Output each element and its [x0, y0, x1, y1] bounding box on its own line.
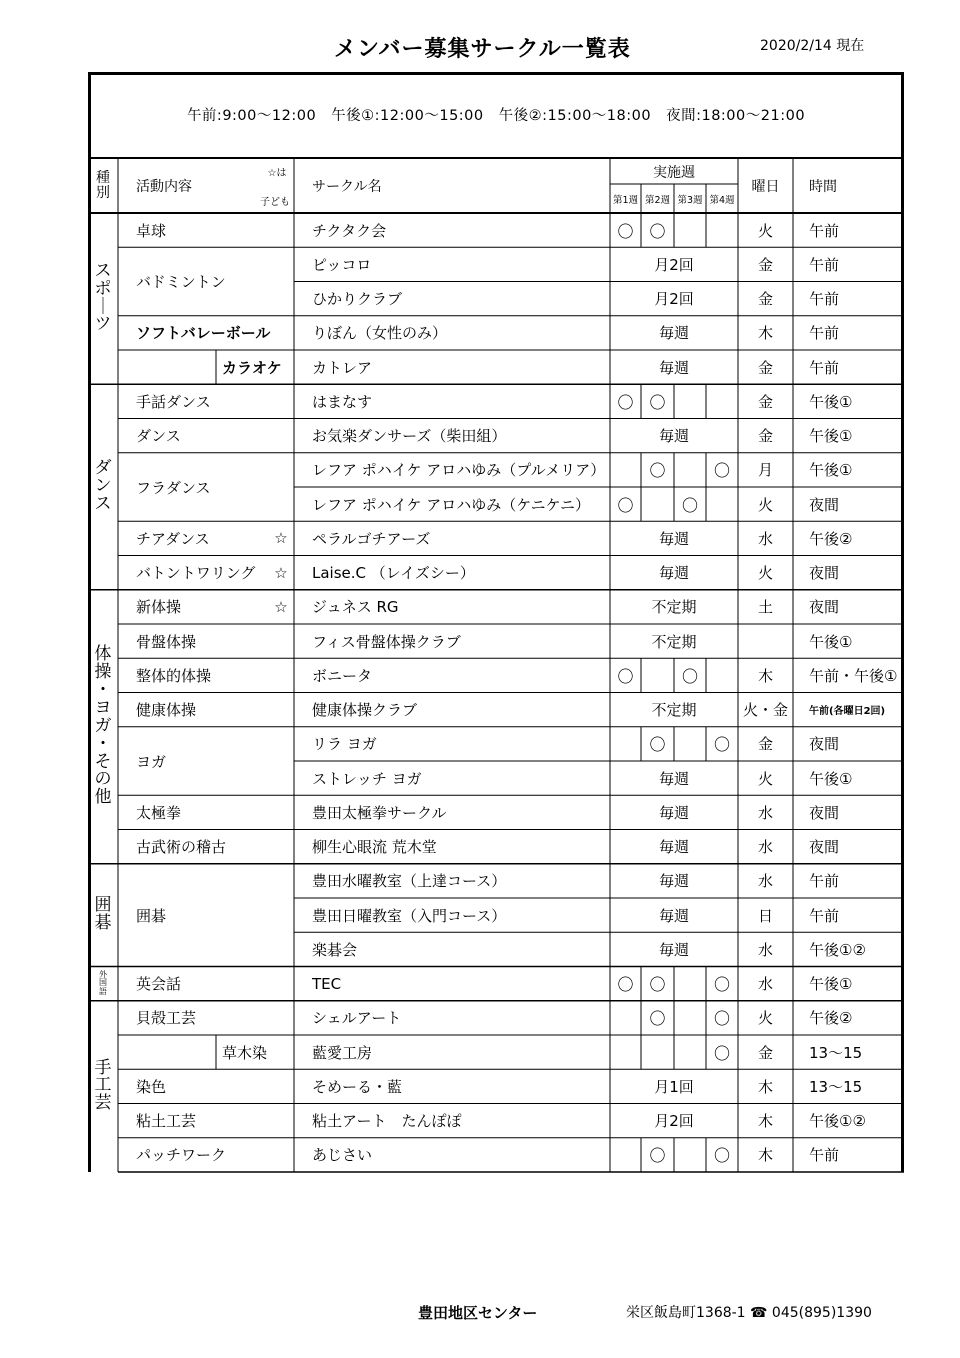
activity-19: 貝殻工芸 — [136, 1009, 197, 1028]
week-4-mark: 〇 — [713, 735, 730, 755]
time: 午前 — [809, 906, 840, 925]
schedule-frequency: 毎週 — [658, 872, 689, 891]
week-1-mark — [610, 1001, 641, 1035]
activity-5: 手話ダンス — [136, 392, 211, 411]
week-header-2: 第2週 — [644, 194, 671, 206]
schedule-frequency: 毎週 — [658, 564, 689, 583]
circle-name: レフア ポハイケ アロハゆみ（ケニケニ） — [312, 495, 591, 514]
category-4 — [88, 864, 118, 967]
category-char: ポ — [94, 278, 112, 299]
category-char: 国 — [99, 978, 107, 988]
category-char: ・ — [94, 680, 112, 701]
day: 土 — [757, 598, 773, 617]
day: 水 — [757, 975, 773, 994]
category-char: の — [94, 769, 112, 790]
activity-9: バトントワリング — [136, 564, 256, 583]
activity-4: カラオケ — [222, 358, 282, 377]
day: 金 — [757, 358, 773, 377]
time: 夜間 — [809, 564, 840, 583]
circle-name: 藍愛工房 — [312, 1043, 373, 1062]
star-note-2: 子ども — [260, 196, 290, 208]
week-header-1: 第1週 — [612, 194, 639, 206]
week-2-mark: 〇 — [649, 392, 666, 412]
week-1-mark: 〇 — [617, 666, 634, 686]
day: 水 — [757, 940, 773, 959]
category-char: ツ — [94, 314, 112, 335]
category-char: ヨ — [94, 697, 112, 718]
activity-14: ヨガ — [136, 752, 167, 771]
week-2-mark: 〇 — [649, 221, 666, 241]
activity-11: 骨盤体操 — [136, 632, 197, 651]
schedule-frequency: 毎週 — [658, 769, 689, 788]
circle-name: 健康体操クラブ — [312, 701, 418, 720]
schedule-frequency: 毎週 — [658, 906, 689, 925]
week-3-mark — [674, 384, 706, 418]
circle-name: Laise.C （レイズシー） — [312, 564, 475, 583]
circle-name: フィス骨盤体操クラブ — [312, 632, 461, 651]
category-char: 体 — [94, 644, 112, 665]
category-char: 手 — [94, 1057, 112, 1078]
circle-name: チクタク会 — [312, 221, 387, 240]
day: 金 — [757, 1043, 773, 1062]
time-header: 時間 — [809, 179, 837, 195]
schedule-frequency: 月2回 — [654, 1112, 694, 1131]
activity-16: 古武術の稽古 — [136, 838, 227, 857]
category-2 — [88, 384, 118, 590]
day: 火 — [757, 495, 773, 514]
circle-name: 豊田水曜教室（上達コース） — [312, 872, 507, 891]
week-3-mark — [674, 727, 706, 761]
time: 午後① — [809, 975, 853, 994]
circle-name: 粘土アート たんぽぽ — [312, 1112, 462, 1131]
time: 午後①② — [809, 940, 866, 959]
time: 午後① — [809, 461, 853, 480]
time: 午前 — [809, 221, 840, 240]
time: 夜間 — [809, 495, 840, 514]
schedule-frequency: 月2回 — [654, 255, 694, 274]
day-header: 曜日 — [751, 179, 780, 195]
day: 木 — [757, 666, 773, 685]
activity-header: 活動内容 — [136, 179, 192, 195]
week-2-mark — [641, 658, 674, 692]
day: 金 — [757, 255, 773, 274]
week-header-4: 第4週 — [709, 194, 735, 206]
day: 水 — [757, 872, 773, 891]
week-4-mark — [706, 213, 738, 247]
time: 夜間 — [809, 735, 840, 754]
time: 午後① — [809, 632, 853, 651]
category-char: ｜ — [94, 296, 112, 317]
day: 木 — [757, 1112, 773, 1131]
week-1-mark — [610, 453, 641, 487]
schedule-frequency: 月1回 — [654, 1077, 694, 1096]
circle-name: TEC — [312, 974, 342, 993]
schedule-frequency: 毎週 — [658, 529, 689, 548]
week-4-mark: 〇 — [713, 1043, 730, 1063]
week-1-mark: 〇 — [617, 392, 634, 412]
circle-name: カトレア — [312, 358, 373, 377]
week-3-mark — [674, 1138, 706, 1172]
circle-name: 柳生心眼流 荒木堂 — [312, 838, 437, 857]
activity-6: ダンス — [136, 427, 181, 446]
schedule-frequency: 毎週 — [658, 427, 689, 446]
circle-name: ストレッチ ヨガ — [312, 769, 422, 788]
activity-1: 卓球 — [136, 221, 167, 240]
activity-12: 整体的体操 — [136, 666, 212, 685]
circle-name: お気楽ダンサーズ（柴田組） — [312, 427, 507, 446]
week-4-mark — [706, 658, 738, 692]
activity-15: 太極拳 — [136, 803, 182, 822]
time: 午後① — [809, 769, 853, 788]
time: 午前 — [809, 290, 840, 309]
week-3-mark: 〇 — [681, 666, 698, 686]
category-char: 碁 — [94, 913, 112, 934]
day: 水 — [757, 838, 773, 857]
week-3-mark — [674, 453, 706, 487]
activity-3: ソフトバレーボール — [136, 324, 271, 343]
week-1-mark — [610, 1035, 641, 1069]
category-char: ス — [94, 493, 112, 514]
center-name: 豊田地区センター — [418, 1304, 538, 1322]
day: 火 — [757, 1009, 773, 1028]
category-header-char: 別 — [96, 185, 110, 201]
circle-name: りぼん（女性のみ） — [312, 324, 448, 343]
week-4-mark: 〇 — [713, 1146, 730, 1166]
day: 金 — [757, 392, 773, 411]
circle-name: はまなす — [312, 392, 373, 411]
day: 火 — [757, 564, 773, 583]
category-3 — [88, 590, 118, 864]
time: 午前・午後① — [809, 666, 898, 685]
activity-2: バドミントン — [136, 273, 226, 291]
category-header — [88, 159, 118, 213]
circle-name: リラ ヨガ — [312, 735, 377, 754]
week-2-mark — [641, 1035, 674, 1069]
week-2-mark: 〇 — [649, 461, 666, 481]
day: 火 — [757, 221, 773, 240]
time: 午後① — [809, 427, 853, 446]
category-header-char: 種 — [96, 170, 110, 187]
category-char: 芸 — [94, 1093, 112, 1114]
day: 火 — [757, 769, 773, 788]
week-1-mark: 〇 — [617, 975, 634, 995]
week-1-mark — [610, 727, 641, 761]
category-char: 語 — [99, 986, 107, 996]
time: 午前 — [809, 324, 840, 343]
week-3-mark — [674, 1001, 706, 1035]
time: 午前 — [809, 255, 840, 274]
time: 午後① — [809, 392, 853, 411]
schedule-frequency: 不定期 — [651, 598, 697, 617]
week-2-mark: 〇 — [649, 1009, 666, 1029]
week-3-mark: 〇 — [681, 495, 698, 515]
activity-20: 草木染 — [222, 1043, 268, 1062]
activity-18: 英会話 — [136, 975, 182, 994]
time: 夜間 — [809, 803, 840, 822]
center-address: 栄区飯島町1368-1 ☎ 045(895)1390 — [626, 1305, 872, 1321]
schedule-frequency: 不定期 — [651, 632, 697, 651]
week-4-mark — [706, 487, 738, 521]
category-char: 外 — [99, 970, 107, 980]
activity-23: パッチワーク — [136, 1146, 227, 1165]
day: 木 — [757, 1077, 773, 1096]
star-mark: ☆ — [274, 529, 288, 548]
time: 午後①② — [809, 1112, 866, 1131]
time: 午後② — [809, 529, 853, 548]
category-char: ダ — [94, 458, 112, 479]
activity-13: 健康体操 — [136, 701, 197, 720]
circle-name: ピッコロ — [312, 255, 372, 274]
week-4-mark: 〇 — [713, 461, 730, 481]
star-mark: ☆ — [274, 563, 288, 582]
week-4-mark: 〇 — [713, 975, 730, 995]
week-4-mark — [706, 384, 738, 418]
week-4-mark: 〇 — [713, 1009, 730, 1029]
time: 午前 — [809, 872, 840, 891]
category-char: 工 — [94, 1075, 112, 1096]
category-1 — [88, 213, 118, 384]
schedule-frequency: 毎週 — [658, 940, 689, 959]
circle-name: ボニータ — [312, 666, 373, 685]
category-5 — [88, 967, 118, 1001]
category-char: 操 — [94, 662, 112, 683]
category-char: ン — [94, 476, 112, 497]
week-1-mark: 〇 — [617, 495, 634, 515]
category-char: 他 — [94, 787, 112, 808]
time: 午後② — [809, 1009, 853, 1028]
circle-name: シェルアート — [312, 1009, 402, 1028]
activity-17: 囲碁 — [136, 906, 167, 925]
week-header-3: 第3週 — [677, 194, 703, 206]
week-3-mark — [674, 213, 706, 247]
schedule-frequency: 毎週 — [658, 324, 689, 343]
circle-name: 楽碁会 — [312, 940, 358, 959]
category-char: 囲 — [94, 895, 112, 916]
circle-name: レフア ポハイケ アロハゆみ（プルメリア） — [312, 461, 606, 480]
schedule-frequency: 月2回 — [654, 290, 694, 309]
activity-7: フラダンス — [136, 478, 211, 497]
category-6 — [88, 1001, 118, 1172]
time: 午前 — [809, 1146, 840, 1165]
time: 13～15 — [809, 1077, 863, 1096]
activity-8: チアダンス — [136, 529, 210, 548]
circle-name: ひかりクラブ — [312, 290, 403, 309]
time: 夜間 — [809, 838, 840, 857]
week-2-mark: 〇 — [649, 975, 666, 995]
category-char: ス — [94, 260, 112, 281]
schedule-frequency: 毎週 — [658, 838, 689, 857]
circle-name: そめーる・藍 — [312, 1077, 403, 1096]
activity-10: 新体操 — [136, 598, 182, 617]
page-title: メンバー募集サークル一覧表 — [334, 37, 631, 62]
day: 火・金 — [742, 701, 788, 720]
day: 水 — [757, 529, 773, 548]
week-1-mark: 〇 — [617, 221, 634, 241]
week-1-mark — [610, 1138, 641, 1172]
weeks-header: 実施週 — [653, 164, 695, 181]
schedule-frequency: 毎週 — [658, 358, 689, 377]
time: 夜間 — [809, 598, 840, 617]
time: 13～15 — [809, 1043, 863, 1062]
day: 水 — [757, 803, 773, 822]
time: 午前(各曜日2回) — [809, 706, 886, 718]
day: 木 — [757, 1146, 773, 1165]
circle-name: ジュネス RG — [312, 598, 399, 617]
week-3-mark — [674, 1035, 706, 1069]
category-char: ・ — [94, 733, 112, 754]
week-3-mark — [674, 967, 706, 1001]
category-char: そ — [94, 751, 112, 772]
star-mark: ☆ — [274, 597, 288, 616]
schedule-frequency: 毎週 — [658, 803, 689, 822]
circle-name: あじさい — [312, 1146, 373, 1165]
day: 日 — [757, 906, 773, 925]
day: 金 — [757, 290, 773, 309]
activity-22: 粘土工芸 — [136, 1112, 197, 1131]
day: 金 — [757, 735, 773, 754]
day — [738, 624, 793, 658]
schedule-frequency: 不定期 — [651, 701, 697, 720]
week-2-mark: 〇 — [649, 735, 666, 755]
circle-header: サークル名 — [312, 179, 382, 195]
week-2-mark: 〇 — [649, 1146, 666, 1166]
category-char: ガ — [94, 715, 112, 736]
circle-name: ペラルゴチアーズ — [312, 529, 431, 548]
day: 月 — [757, 461, 773, 480]
as-of-date: 2020/2/14 現在 — [760, 38, 865, 54]
day: 木 — [757, 324, 773, 343]
time: 午前 — [809, 358, 840, 377]
day: 金 — [757, 427, 773, 446]
activity-21: 染色 — [136, 1077, 167, 1096]
circle-name: 豊田日曜教室（入門コース） — [312, 906, 507, 925]
week-2-mark — [641, 487, 674, 521]
circle-name: 豊田太極拳サークル — [312, 803, 447, 822]
time-legend: 午前:9:00～12:00 午後①:12:00～15:00 午後②:15:00～18:00 夜間:18:00～21:00 — [88, 72, 904, 159]
star-note-1: ☆は — [267, 167, 287, 179]
